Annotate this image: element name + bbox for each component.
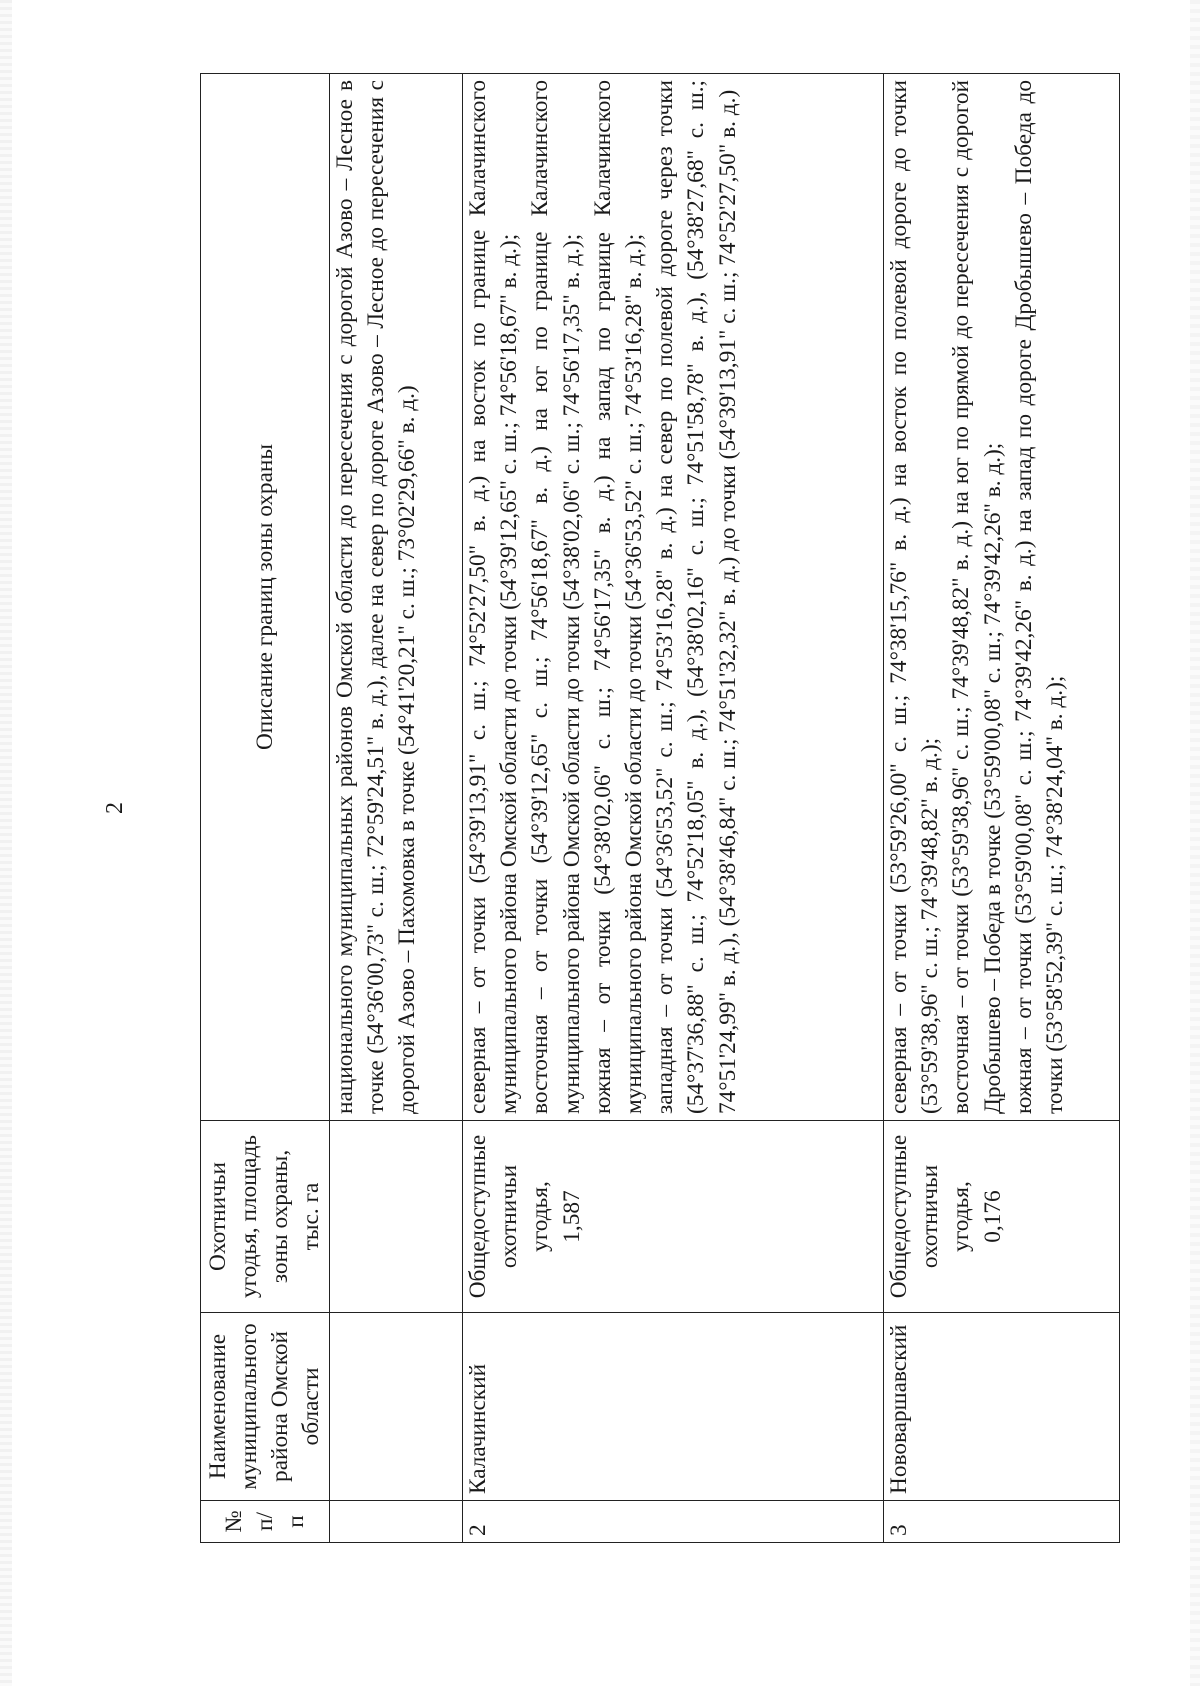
page-number: 2 [102,802,128,814]
area-cell [330,1121,463,1313]
land-type: Общедоступные охотничьи угодья, [465,1134,554,1299]
protection-zones-table [200,73,1120,1543]
row-num-cell: 3 [884,1501,1120,1543]
row-num-cell [330,1501,463,1543]
description-cell [884,74,1120,1121]
boundary-west: западная – от точки (54°36'53,52" с. ш.; 74°53'16,28" в. д.) на север по полевой дороге через точки (54°37'36,88" с. ш.; 74°52'18,05" в. д.), (54°38'02,16" с. ш.; 74°51'58,78" в. д.), (54°38'27,68" с. ш.; 74°51'24,99" в. д.), (54°38'46,84" с. ш.; 74°51'32,32" в. д.) до точки (54°39'13,91" с. ш.; 74°52'27,50" в. д.) [652,80,741,1114]
header-district: Наименование муниципального района Омской области [201,1313,330,1501]
description-cell [330,74,463,1121]
header-num: № п/п [201,1501,330,1543]
header-area: Охотничьи угодья, площадь зоны охраны, тыс. га [201,1121,330,1313]
land-type: Общедоступные охотничьи угодья, [886,1134,975,1299]
table-row-2 [463,74,884,1543]
area-value: 0,176 [979,1190,1006,1243]
row-num-cell: 2 [463,1501,884,1543]
boundary-north: северная – от точки (54°39'13,91" с. ш.; 74°52'27,50" в. д.) на восток по границе Калачинского муниципального района Омской области до точки (54°39'12,65" с. ш.; 74°56'18,67" в. д.); [465,80,523,1114]
area-cell [884,1121,1120,1313]
header-description: Описание границ зоны охраны [201,74,330,1121]
district-cell: Калачинский [463,1313,884,1501]
district-cell: Нововаршавский [884,1313,1120,1501]
boundary-south: южная – от точки (53°59'00,08" с. ш.; 74°39'42,26" в. д.) на запад по дороге Дробышево – Победа до точки (53°58'52,39" с. ш.; 74°38'24,04" в. д.); [1010,80,1069,1114]
table-row-continuation [330,74,463,1543]
boundary-east: восточная – от точки (53°59'38,96" с. ш.; 74°39'48,82" в. д.) на юг по прямой до пересечения с дорогой Дробышево – Победа в точке (53°59'00,08" с. ш.; 74°39'42,26" в. д.); [948,80,1006,1114]
boundary-south: южная – от точки (54°38'02,06" с. ш.; 74°56'17,35" в. д.) на запад по границе Калачинского муниципального района Омской области до точки (54°36'53,52" с. ш.; 74°53'16,28" в. д.); [589,80,648,1114]
scan-edge-right [1190,0,1200,1686]
description-cell [463,74,884,1121]
table-row-3 [884,74,1120,1543]
table-header-row [201,74,330,1543]
rotated-page [100,73,1126,1543]
boundary-north: северная – от точки (53°59'26,00" с. ш.; 74°38'15,76" в. д.) на восток по полевой дороге до точки (53°59'38,96" с. ш.; 74°39'48,82" в. д.); [886,80,944,1114]
scan-edge-left [0,0,12,1686]
description-line: национального муниципальных районов Омской области до пересечения с дорогой Азово – Лесное в точке (54°36'00,73" с. ш.; 72°59'24,51" в. д.), далее на север по дороге Азово – Лесное до пересечения с дорогой Азово – Пахомовка в точке (54°41'20,21" с. ш.; 73°02'29,66" в. д.) [332,80,421,1114]
area-value: 1,587 [558,1190,585,1243]
boundary-east: восточная – от точки (54°39'12,65" с. ш.; 74°56'18,67" в. д.) на юг по границе Калачинского муниципального района Омской области до точки (54°38'02,06" с. ш.; 74°56'17,35" в. д.); [527,80,585,1114]
area-cell [463,1121,884,1313]
district-cell [330,1313,463,1501]
